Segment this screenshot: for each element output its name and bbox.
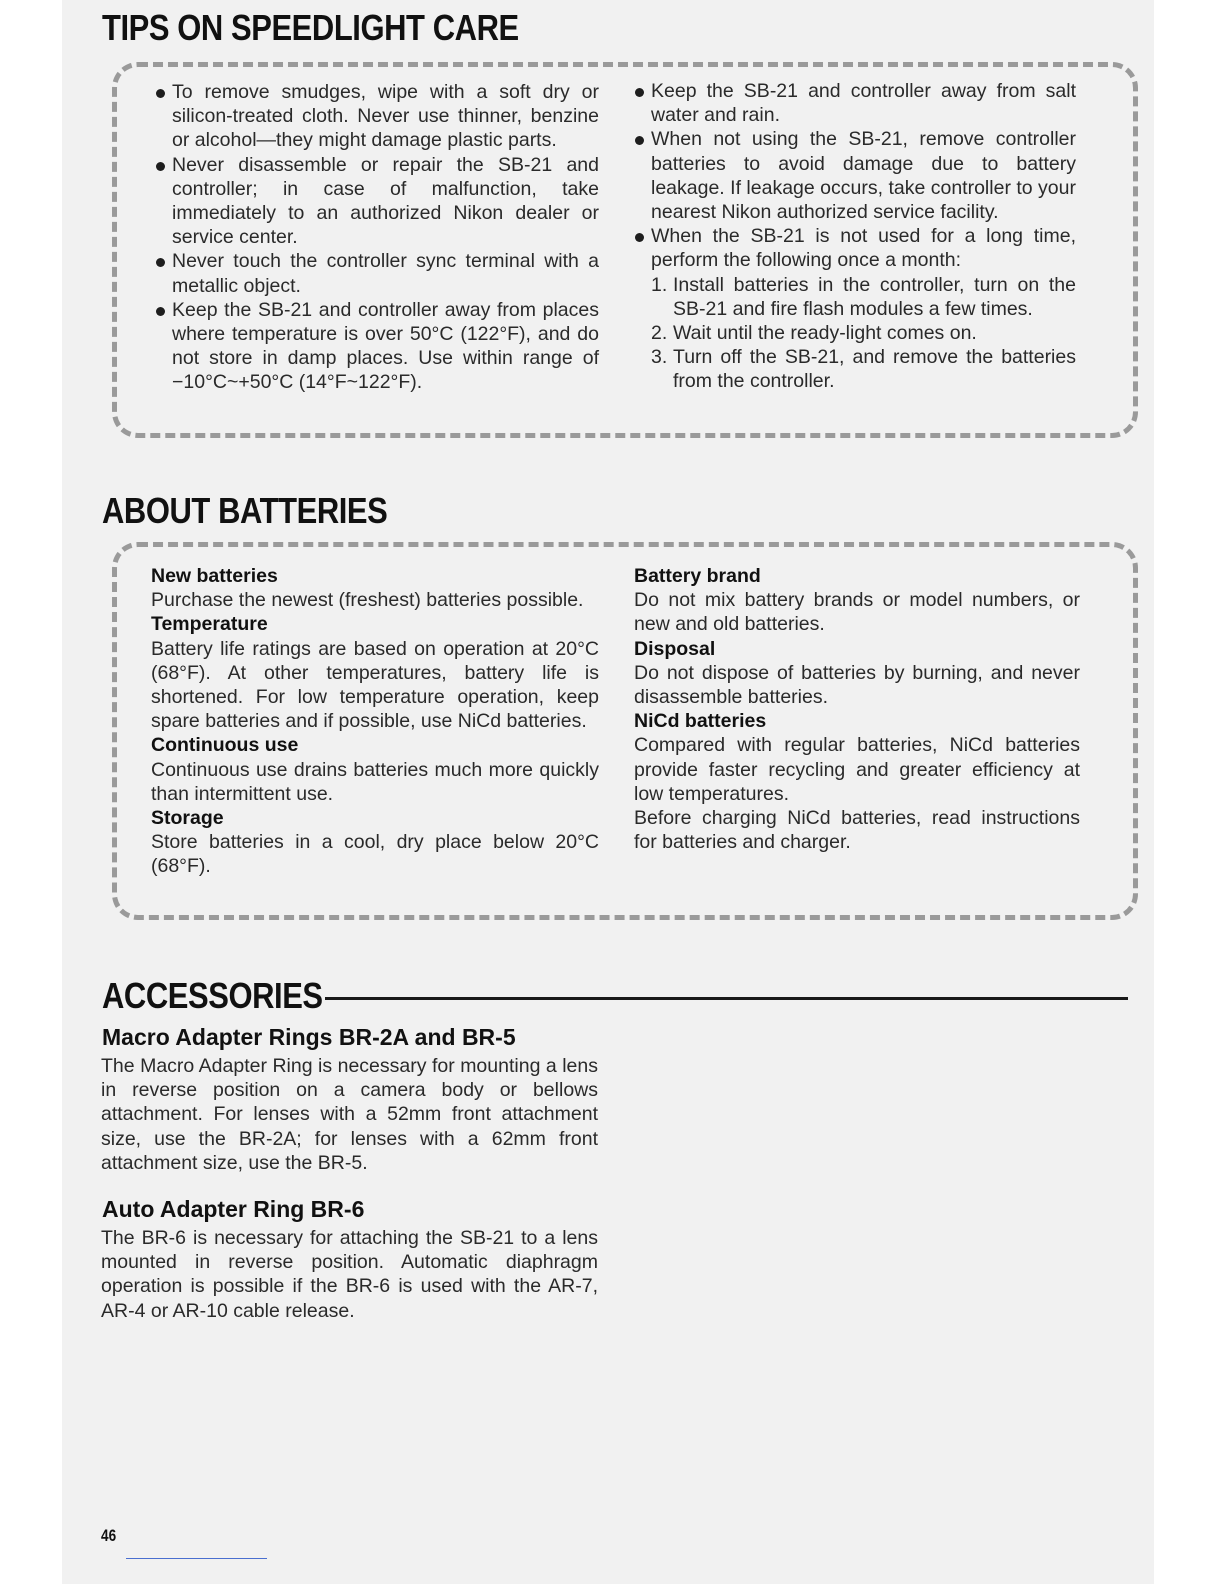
tips-left-column [154,80,599,395]
step-item: 3. Turn off the SB-21, and remove the batteries from the controller. [651,346,1076,393]
battery-topic-heading: Storage [151,807,224,830]
tip-item: Keep the SB-21 and controller away from salt water and rain. [633,79,1076,127]
tip-item: Keep the SB-21 and controller away from places where temperature is over 50°C (122°F), and do not store in damp places. Use within range of −10°C~+50°C (14°F~122°F). [154,298,599,395]
page-number: 46 [101,1526,117,1545]
battery-topic-heading: Disposal [634,637,716,660]
battery-topic-heading: New batteries [151,565,278,587]
accessory-description: The BR-6 is necessary for attaching the SB-21 to a lens mounted in reverse position. Automatic diaphragm operation is possible if the BR-6 is used with the AR-7, AR-4 or AR-10 cable release. [101,1227,598,1322]
batteries-left-column [151,564,599,879]
battery-topic-heading: NiCd batteries [634,710,767,733]
step-item: 1. Install batteries in the controller, turn on the SB-21 and fire flash modules a few times. [651,273,1076,320]
battery-topic-text: Battery life ratings are based on operation at 20°C (68°F). At other temperatures, battery life is shortened. For low temperature operation, keep spare batteries and if possible, use NiCd batteries. [151,637,599,733]
battery-topic-text: Compared with regular batteries, NiCd batteries provide faster recycling and greater efficiency at low temperatures. [634,734,1080,805]
battery-topic-heading: Temperature [151,613,268,636]
battery-charging-note: Before charging NiCd batteries, read instructions for batteries and charger. [634,807,1080,854]
accessories-title-rule [325,997,1128,1000]
accessory-description: The Macro Adapter Ring is necessary for mounting a lens in reverse position on a camera body or bellows attachment. For lenses with a 52mm front attachment size, use the BR-2A; for lenses with a 62mm front attachment size, use the BR-5. [101,1055,598,1174]
footer-link-underline [126,1558,267,1559]
battery-topic-text: Purchase the newest (freshest) batteries possible. [151,589,584,612]
monthly-steps [651,273,1076,394]
accessories-title: ACCESSORIES [102,975,323,1016]
step-item: 2. Wait until the ready-light comes on. [651,322,977,345]
tip-item: When not using the SB-21, remove controller batteries to avoid damage due to battery leakage. If leakage occurs, take controller to your nearest Nikon authorized service facility. [633,127,1076,224]
battery-topic-text: Store batteries in a cool, dry place below 20°C (68°F). [151,831,599,878]
batteries-title: ABOUT BATTERIES [102,490,388,531]
battery-topic-text: Do not mix battery brands or model numbers, or new and old batteries. [634,589,1080,636]
batteries-right-column [634,564,1080,854]
tip-item: Never touch the controller sync terminal with a metallic object. [154,249,599,297]
battery-topic-heading: Battery brand [634,565,761,587]
battery-topic-text: Do not dispose of batteries by burning, and never disassemble batteries. [634,661,1080,709]
accessory-heading: Macro Adapter Rings BR-2A and BR-5 [102,1024,516,1050]
battery-topic-heading: Continuous use [151,734,299,757]
tips-right-column [633,79,1076,394]
tips-title: TIPS ON SPEEDLIGHT CARE [102,7,519,48]
tip-item: To remove smudges, wipe with a soft dry or silicon-treated cloth. Never use thinner, benzine or alcohol—they might damage plastic parts. [154,80,599,153]
accessory-heading: Auto Adapter Ring BR-6 [102,1196,365,1222]
tip-item: When the SB-21 is not used for a long time, perform the following once a month: [633,224,1076,272]
battery-topic-text: Continuous use drains batteries much more quickly than intermittent use. [151,758,599,805]
tip-item: Never disassemble or repair the SB-21 and controller; in case of malfunction, take immediately to an authorized Nikon dealer or service center. [154,153,599,250]
